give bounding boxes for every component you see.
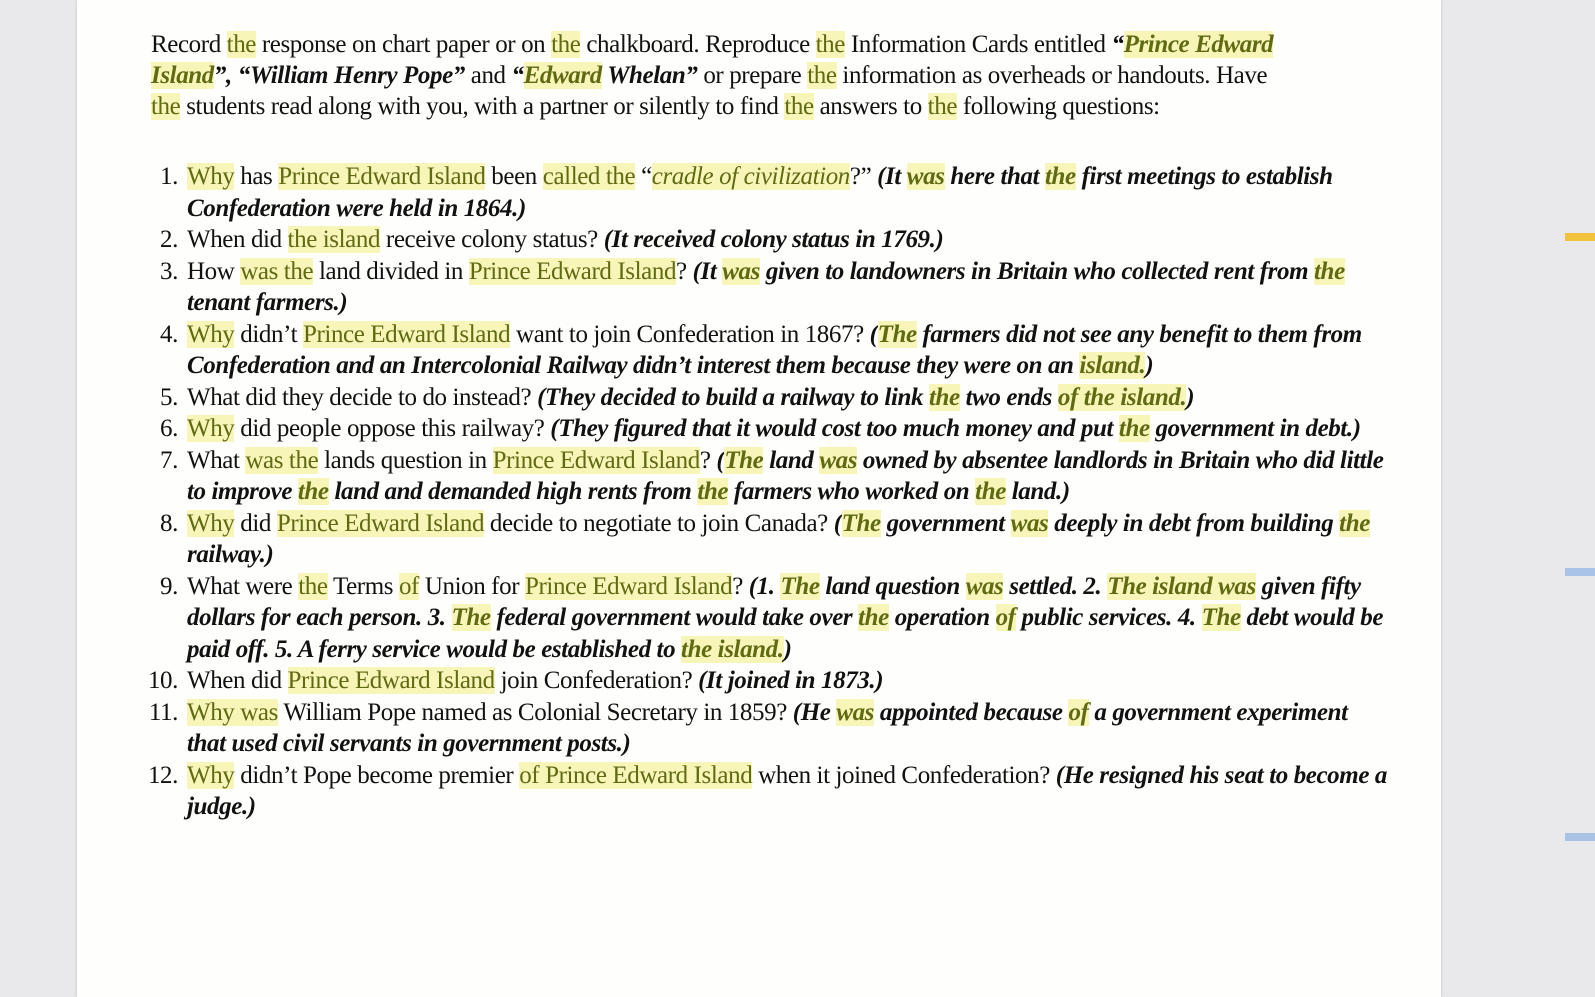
- question-item: [132, 665, 1392, 697]
- highlighted-text: of: [995, 604, 1016, 631]
- question-text: [187, 445, 1392, 508]
- highlighted-text: island.: [1079, 352, 1146, 379]
- text-run: response on chart paper or on: [256, 31, 552, 58]
- text-run: Terms: [327, 572, 399, 600]
- text-run: ?”: [849, 163, 878, 190]
- answer-text: government in debt.): [1149, 415, 1361, 442]
- question-text: [187, 697, 1392, 760]
- highlighted-text: the: [151, 93, 181, 120]
- question-number: 8.: [160, 509, 178, 537]
- text-run: answers to: [813, 93, 928, 120]
- highlighted-text: Edward: [523, 62, 602, 89]
- question-item: [132, 382, 1392, 414]
- highlighted-text: the: [928, 383, 960, 411]
- highlight-marker-yellow[interactable]: [1565, 233, 1595, 241]
- highlighted-text: the: [551, 31, 581, 58]
- answer-text: (It: [877, 163, 907, 190]
- answer-text: land.): [1005, 478, 1070, 505]
- answer-text: farmers who worked on: [728, 478, 976, 505]
- text-run: ?: [676, 257, 693, 285]
- answer-text: railway.): [187, 541, 274, 568]
- text-run: join Confederation?: [494, 667, 699, 694]
- highlighted-text: the: [1045, 163, 1076, 190]
- answer-text: (: [869, 320, 878, 348]
- highlighted-text: was: [819, 446, 858, 474]
- answer-text: ): [1145, 352, 1154, 379]
- answer-text: (He resigned his seat to become a judge.): [187, 761, 1387, 820]
- text-run: didn’t Pope become premier: [234, 761, 520, 789]
- answer-text: given fifty dollars for each person. 3.: [187, 572, 1361, 631]
- highlighted-text: The: [841, 509, 881, 537]
- question-number: 4.: [160, 320, 178, 348]
- highlighted-text: was: [906, 163, 945, 190]
- highlighted-text: The: [1201, 604, 1241, 631]
- highlighted-text: was: [965, 572, 1004, 600]
- text-run: following questions:: [957, 93, 1160, 120]
- text-run: lands question in: [318, 446, 493, 474]
- highlighted-text: the: [298, 572, 328, 600]
- scroll-marker-strip: [1565, 0, 1595, 997]
- document-page: [77, 0, 1441, 997]
- highlighted-text: Prince Edward Island: [468, 257, 677, 285]
- highlighted-text: Why: [187, 415, 235, 442]
- text-run: ”, “William Henry Pope”: [213, 62, 471, 89]
- text-run: has: [234, 163, 279, 190]
- text-run: didn’t: [234, 320, 303, 348]
- question-text: [187, 760, 1392, 823]
- question-text: [187, 508, 1392, 571]
- text-run: decide to negotiate to join Canada?: [484, 509, 834, 537]
- highlighted-text: Prince Edward Island: [524, 572, 733, 600]
- text-run: information as overheads or handouts. Have: [836, 62, 1268, 89]
- question-text: [187, 413, 1392, 445]
- highlighted-text: Why: [187, 163, 235, 190]
- question-item: [132, 161, 1392, 224]
- question-number: 5.: [160, 383, 178, 411]
- text-run: or prepare: [703, 62, 808, 89]
- question-number: 3.: [160, 257, 178, 285]
- question-item: [132, 413, 1392, 445]
- highlight-marker-blue[interactable]: [1565, 568, 1595, 576]
- highlighted-text: the: [1339, 509, 1370, 537]
- text-run: and: [470, 62, 512, 89]
- text-run: receive colony status?: [380, 226, 604, 253]
- text-run: “: [511, 62, 524, 89]
- highlighted-text: The: [724, 446, 764, 474]
- text-run: land divided in: [313, 257, 469, 285]
- text-run: Whelan”: [601, 62, 704, 89]
- answer-text: federal government would take over: [490, 604, 859, 631]
- highlighted-text: Prince Edward Island: [492, 446, 700, 474]
- highlighted-text: the island.: [681, 635, 784, 663]
- answer-text: ): [1186, 383, 1195, 411]
- highlighted-text: was: [722, 257, 760, 285]
- highlighted-text: the: [807, 62, 837, 89]
- answer-text: first meetings to establish Confederation were held in 1864.): [187, 163, 1333, 222]
- question-list: [132, 161, 1392, 823]
- question-item: [132, 508, 1392, 571]
- question-text: [187, 319, 1392, 382]
- question-number: 10.: [147, 667, 178, 694]
- answer-text: government: [880, 509, 1011, 537]
- answer-text: appointed because: [874, 698, 1069, 726]
- intro-paragraph: [151, 29, 1301, 122]
- highlighted-text: the: [1314, 257, 1345, 285]
- answer-text: land: [763, 446, 820, 474]
- answer-text: (They decided to build a railway to link: [537, 383, 929, 411]
- highlighted-text: the: [927, 93, 958, 120]
- highlighted-text: Prince Edward Island: [151, 31, 1274, 89]
- question-item: [132, 319, 1392, 382]
- highlighted-text: was: [836, 698, 875, 726]
- question-text: [187, 256, 1392, 319]
- highlighted-text: of Prince Edward Island: [519, 761, 753, 789]
- text-run: Union for: [418, 572, 525, 600]
- highlighted-text: The: [780, 572, 820, 600]
- text-run: been: [485, 163, 543, 190]
- highlighted-text: was: [1010, 509, 1049, 537]
- question-item: [132, 445, 1392, 508]
- answer-text: a government experiment that used civil servants in government posts.): [187, 698, 1348, 757]
- highlighted-text: Why: [187, 320, 235, 348]
- question-item: [132, 224, 1392, 256]
- question-number: 1.: [160, 163, 178, 190]
- highlighted-text: Why: [187, 761, 235, 789]
- question-text: [187, 161, 1392, 224]
- answer-text: (: [716, 446, 725, 474]
- highlighted-text: The island was: [1107, 572, 1256, 600]
- question-number: 11.: [148, 698, 178, 726]
- highlighted-text: was the: [240, 257, 314, 285]
- highlighted-text: the: [975, 478, 1006, 505]
- highlighted-text: Prince Edward Island: [276, 509, 485, 537]
- answer-text: (: [833, 509, 842, 537]
- text-run: What were: [187, 572, 299, 600]
- text-run: “: [635, 163, 652, 190]
- text-run: William Pope named as Colonial Secretary in 1859?: [277, 698, 793, 726]
- highlighted-text: Prince Edward Island: [278, 163, 486, 190]
- text-run: How: [187, 257, 241, 285]
- highlighted-text: the: [226, 31, 256, 58]
- highlighted-text: Why: [187, 509, 235, 537]
- answer-text: operation: [888, 604, 996, 631]
- question-text: [187, 224, 1392, 256]
- answer-text: (He: [792, 698, 837, 726]
- highlighted-text: the: [1118, 415, 1150, 442]
- question-text: [187, 665, 1392, 697]
- answer-text: public services. 4.: [1015, 604, 1202, 631]
- answer-text: land and demanded high rents from: [328, 478, 698, 505]
- answer-text: land question: [819, 572, 966, 600]
- question-number: 2.: [160, 226, 178, 253]
- text-run: ?: [732, 572, 749, 600]
- highlighted-text: of: [398, 572, 419, 600]
- answer-text: here that: [944, 163, 1045, 190]
- answer-text: farmers did not see any benefit to them from Confederation and an Intercolonial Railway didn’t interest them because they were on an: [187, 320, 1362, 379]
- highlighted-text: the island: [287, 226, 381, 253]
- text-run: when it joined Confederation?: [752, 761, 1056, 789]
- text-run: did: [234, 509, 277, 537]
- answer-text: (It received colony status in 1769.): [603, 226, 944, 253]
- answer-text: (It: [692, 257, 723, 285]
- text-run: chalkboard. Reproduce: [580, 31, 816, 58]
- highlighted-text: Prince Edward Island: [287, 667, 495, 694]
- text-run: Record: [151, 31, 227, 58]
- answer-text: settled. 2.: [1003, 572, 1108, 600]
- highlighted-text: called the: [542, 163, 636, 190]
- highlighted-text: of: [1068, 698, 1089, 726]
- highlighted-text: was the: [245, 446, 319, 474]
- text-run: ?: [699, 446, 717, 474]
- answer-text: deeply in debt from building: [1048, 509, 1340, 537]
- text-run: “: [1111, 31, 1124, 58]
- text-run: Information Cards entitled: [844, 31, 1112, 58]
- text-run: When did: [187, 667, 288, 694]
- answer-text: given to landowners in Britain who collected rent from: [759, 257, 1315, 285]
- highlighted-text: the: [784, 93, 814, 120]
- question-number: 9.: [160, 572, 178, 600]
- question-item: [132, 697, 1392, 760]
- question-number: 7.: [160, 446, 178, 474]
- highlighted-text: Why was: [187, 698, 278, 726]
- highlighted-text: the: [858, 604, 889, 631]
- question-item: [132, 256, 1392, 319]
- text-run: did people oppose this railway?: [234, 415, 551, 442]
- highlighted-text: The: [877, 320, 917, 348]
- answer-text: two ends: [959, 383, 1058, 411]
- question-text: [187, 382, 1392, 414]
- text-run: When did: [187, 226, 288, 253]
- highlight-marker-blue[interactable]: [1565, 833, 1595, 841]
- question-number: 12.: [147, 761, 178, 789]
- text-run: What did they decide to do instead?: [187, 383, 538, 411]
- answer-text: ): [783, 635, 792, 663]
- highlighted-text: of the island.: [1057, 383, 1187, 411]
- text-run: What: [187, 446, 246, 474]
- question-item: [132, 571, 1392, 666]
- highlighted-text: Prince Edward Island: [302, 320, 511, 348]
- highlighted-text: the: [297, 478, 329, 505]
- answer-text: (It joined in 1873.): [698, 667, 884, 694]
- highlighted-text: the: [697, 478, 729, 505]
- text-run: students read along with you, with a partner or silently to find: [180, 93, 785, 120]
- highlighted-text: The: [451, 604, 491, 631]
- answer-text: tenant farmers.): [187, 289, 348, 316]
- highlighted-text: the: [815, 31, 845, 58]
- answer-text: (1.: [748, 572, 781, 600]
- answer-text: (They figured that it would cost too much money and put: [550, 415, 1119, 442]
- highlighted-text: cradle of civilization: [651, 163, 850, 190]
- question-item: [132, 760, 1392, 823]
- answer-text: debt would be paid off. 5. A ferry service would be established to: [187, 604, 1384, 663]
- question-number: 6.: [160, 415, 178, 442]
- question-text: [187, 571, 1392, 666]
- answer-text: owned by absentee landlords in Britain who did little to improve: [187, 446, 1384, 505]
- text-run: want to join Confederation in 1867?: [510, 320, 870, 348]
